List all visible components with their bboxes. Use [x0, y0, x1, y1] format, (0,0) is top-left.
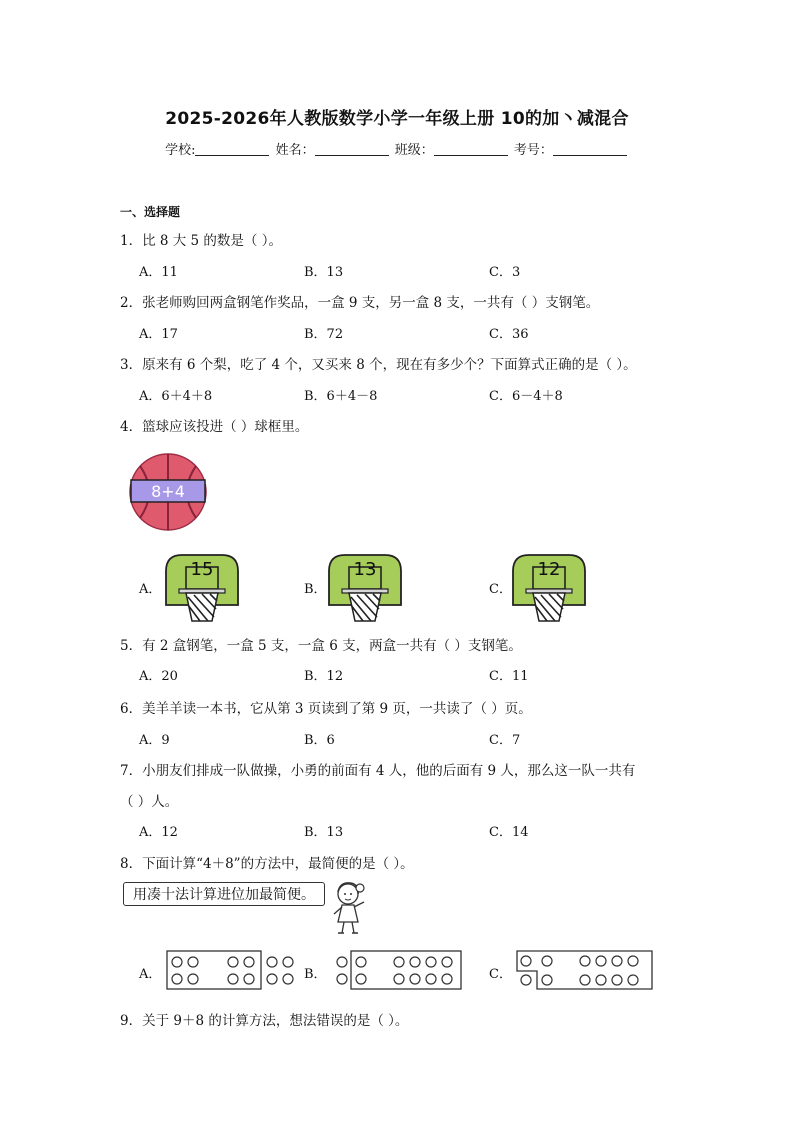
q7-option-a[interactable]: A．12 [139, 825, 178, 840]
ten-frame-option-b[interactable] [333, 950, 463, 990]
question-7-stem-continued: （ ）人。 [120, 794, 179, 810]
q1-option-b[interactable]: B．13 [304, 265, 344, 280]
q3-option-c[interactable]: C．6－4＋8 [489, 389, 563, 404]
hoop-c-number: 12 [537, 559, 561, 580]
q8-option-c[interactable]: C． [489, 967, 512, 982]
question-7-stem: 7．小朋友们排成一队做操，小勇的前面有 4 人，他的后面有 9 人，那么这一队一共有 [120, 763, 636, 779]
q8-option-b[interactable]: B． [304, 967, 327, 982]
hoop-c-image[interactable] [511, 553, 587, 625]
q2-option-c[interactable]: C．36 [489, 327, 529, 342]
question-4-stem: 4．篮球应该投进（ ）球框里。 [120, 419, 309, 435]
question-5-stem: 5．有 2 盒钢笔，一盒 5 支，一盒 6 支，两盒一共有（ ）支钢笔。 [120, 638, 522, 654]
question-9-stem: 9．关于 9＋8 的计算方法，想法错误的是（ ）。 [120, 1013, 409, 1029]
question-8-stem: 8．下面计算“4＋8”的方法中，最简便的是（ ）。 [120, 856, 414, 872]
school-blank[interactable] [195, 142, 269, 156]
basketball-image [128, 452, 208, 532]
hoop-a-image[interactable] [164, 553, 240, 625]
question-3-stem: 3．原来有 6 个梨，吃了 4 个，又买来 8 个，现在有多少个？下面算式正确的是（ ）。 [120, 357, 637, 373]
q5-option-c[interactable]: C．11 [489, 669, 529, 684]
q1-option-c[interactable]: C．3 [489, 265, 521, 280]
q3-option-b[interactable]: B．6＋4－8 [304, 389, 378, 404]
question-1-stem: 1．比 8 大 5 的数是（ ）。 [120, 233, 282, 249]
student-info-line [0, 139, 794, 158]
hoop-a-number: 15 [190, 559, 214, 580]
q2-option-a[interactable]: A．17 [139, 327, 178, 342]
class-label: 班级： [394, 143, 434, 158]
q4-option-a[interactable]: A． [139, 582, 162, 597]
section-heading: 一、选择题 [120, 205, 181, 219]
hoop-b-number: 13 [353, 559, 377, 580]
q5-option-a[interactable]: A．20 [139, 669, 178, 684]
q5-option-b[interactable]: B．12 [304, 669, 344, 684]
girl-figure-image [326, 878, 372, 936]
q6-option-a[interactable]: A．9 [139, 733, 170, 748]
class-blank[interactable] [434, 142, 508, 156]
ten-frame-option-c[interactable] [515, 950, 655, 990]
q2-option-b[interactable]: B．72 [304, 327, 344, 342]
exam-number-label: 考号： [513, 143, 553, 158]
hoop-b-image[interactable] [327, 553, 403, 625]
speech-bubble: 用凑十法计算进位加最简便。 [123, 882, 325, 906]
q8-option-a[interactable]: A． [139, 967, 162, 982]
ten-frame-option-a[interactable] [166, 950, 300, 990]
q3-option-a[interactable]: A．6＋4＋8 [139, 389, 213, 404]
q7-option-c[interactable]: C．14 [489, 825, 529, 840]
q7-option-b[interactable]: B．13 [304, 825, 344, 840]
q6-option-c[interactable]: C．7 [489, 733, 521, 748]
q4-option-c[interactable]: C． [489, 582, 512, 597]
q6-option-b[interactable]: B．6 [304, 733, 335, 748]
question-2-stem: 2．张老师购回两盒钢笔作奖品，一盒 9 支，另一盒 8 支，一共有（ ）支钢笔。 [120, 295, 600, 311]
q4-option-b[interactable]: B． [304, 582, 327, 597]
question-6-stem: 6．美羊羊读一本书，它从第 3 页读到了第 9 页，一共读了（ ）页。 [120, 701, 532, 717]
exam-number-blank[interactable] [553, 142, 627, 156]
school-label: 学校: [165, 143, 196, 158]
name-label: 姓名： [275, 143, 315, 158]
ball-label: 8+4 [151, 482, 185, 501]
page-title: 2025-2026年人教版数学小学一年级上册 10的加丶减混合 [165, 109, 629, 129]
q1-option-a[interactable]: A．11 [139, 265, 178, 280]
name-blank[interactable] [315, 142, 389, 156]
